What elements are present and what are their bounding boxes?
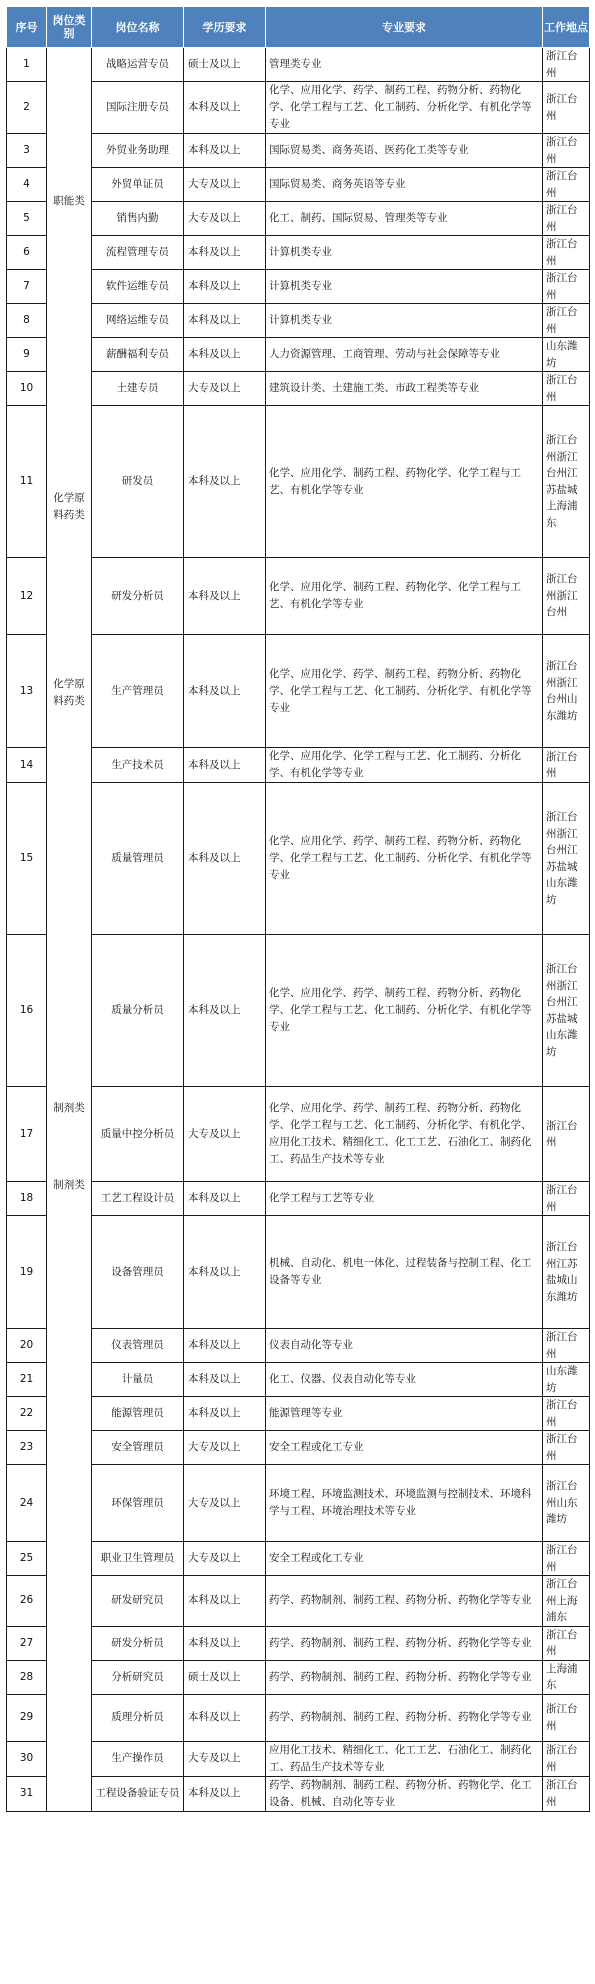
cell-major: 药学、药物制剂、制药工程、药物分析、药物化学等专业 xyxy=(266,1626,543,1660)
cell-location: 浙江台州 xyxy=(543,270,590,304)
cell-no: 5 xyxy=(7,202,47,236)
table-row xyxy=(7,1329,590,1363)
cell-name: 研发研究员 xyxy=(92,1576,184,1627)
cell-location: 浙江台州 xyxy=(543,1329,590,1363)
cell-name: 计量员 xyxy=(92,1363,184,1397)
cell-no: 16 xyxy=(7,935,47,1087)
table-row xyxy=(7,1431,590,1465)
cell-education: 大专及以上 xyxy=(184,202,266,236)
cell-no: 14 xyxy=(7,748,47,783)
cell-education: 本科及以上 xyxy=(184,338,266,372)
cell-education: 硕士及以上 xyxy=(184,1660,266,1694)
cell-no: 15 xyxy=(7,783,47,935)
table-row xyxy=(7,748,590,783)
table-row xyxy=(7,1182,590,1216)
cell-location: 浙江台州 xyxy=(543,1776,590,1811)
cell-name: 研发员 xyxy=(92,406,184,558)
cell-no: 30 xyxy=(7,1741,47,1776)
category-label: 制剂类 xyxy=(53,1179,85,1191)
cell-name: 研发分析员 xyxy=(92,558,184,635)
cell-location: 上海浦东 xyxy=(543,1660,590,1694)
header-education: 学历要求 xyxy=(184,7,266,48)
cell-location: 浙江台州 xyxy=(543,168,590,202)
table-row xyxy=(7,134,590,168)
cell-name: 仪表管理员 xyxy=(92,1329,184,1363)
cell-major: 化学、应用化学、制药工程、药物化学、化学工程与工艺、有机化学等专业 xyxy=(266,406,543,558)
cell-no: 29 xyxy=(7,1694,47,1741)
cell-major: 计算机类专业 xyxy=(266,270,543,304)
cell-name: 工程设备验证专员 xyxy=(92,1776,184,1811)
cell-name: 质量管理员 xyxy=(92,783,184,935)
table-row xyxy=(7,1741,590,1776)
cell-location: 浙江台州 xyxy=(543,82,590,134)
cell-major: 药学、药物制剂、制药工程、药物分析、药物化学等专业 xyxy=(266,1576,543,1627)
cell-location: 浙江台州 xyxy=(543,1431,590,1465)
cell-education: 本科及以上 xyxy=(184,1776,266,1811)
cell-education: 大专及以上 xyxy=(184,168,266,202)
cell-education: 本科及以上 xyxy=(184,1216,266,1329)
cell-name: 国际注册专员 xyxy=(92,82,184,134)
cell-location: 浙江台州 xyxy=(543,134,590,168)
cell-location: 浙江台州浙江台州山东潍坊 xyxy=(543,635,590,748)
cell-location: 山东潍坊 xyxy=(543,338,590,372)
cell-name: 工艺工程设计员 xyxy=(92,1182,184,1216)
cell-name: 薪酬福利专员 xyxy=(92,338,184,372)
table-row xyxy=(7,82,590,134)
cell-education: 本科及以上 xyxy=(184,635,266,748)
cell-name: 生产操作员 xyxy=(92,1741,184,1776)
cell-no: 28 xyxy=(7,1660,47,1694)
category-label: 职能类 xyxy=(53,195,85,207)
cell-education: 本科及以上 xyxy=(184,1329,266,1363)
cell-major: 安全工程或化工专业 xyxy=(266,1542,543,1576)
cell-location: 浙江台州 xyxy=(543,1087,590,1182)
cell-no: 13 xyxy=(7,635,47,748)
table-row xyxy=(7,1576,590,1627)
header-location: 工作地点 xyxy=(543,7,590,48)
table-row xyxy=(7,202,590,236)
cell-major: 国际贸易类、商务英语等专业 xyxy=(266,168,543,202)
cell-education: 本科及以上 xyxy=(184,935,266,1087)
table-row xyxy=(7,935,590,1087)
cell-name: 软件运维专员 xyxy=(92,270,184,304)
table-row xyxy=(7,270,590,304)
table-header-row xyxy=(7,7,590,48)
table-row xyxy=(7,1542,590,1576)
cell-name: 分析研究员 xyxy=(92,1660,184,1694)
cell-location: 浙江台州 xyxy=(543,1542,590,1576)
cell-no: 31 xyxy=(7,1776,47,1811)
cell-education: 本科及以上 xyxy=(184,1576,266,1627)
table-row xyxy=(7,1465,590,1542)
cell-no: 4 xyxy=(7,168,47,202)
cell-education: 大专及以上 xyxy=(184,1431,266,1465)
table-row xyxy=(7,406,590,558)
cell-major: 管理类专业 xyxy=(266,48,543,82)
table-row xyxy=(7,1087,590,1182)
cell-education: 本科及以上 xyxy=(184,558,266,635)
cell-no: 7 xyxy=(7,270,47,304)
cell-education: 大专及以上 xyxy=(184,372,266,406)
table-row xyxy=(7,304,590,338)
cell-location: 浙江台州 xyxy=(543,372,590,406)
cell-name: 网络运维专员 xyxy=(92,304,184,338)
cell-education: 本科及以上 xyxy=(184,748,266,783)
table-row xyxy=(7,1363,590,1397)
category-column xyxy=(47,48,92,1812)
cell-education: 本科及以上 xyxy=(184,406,266,558)
table-row xyxy=(7,558,590,635)
cell-location: 浙江台州 xyxy=(543,1741,590,1776)
cell-major: 药学、药物制剂、制药工程、药物分析、药物化学等专业 xyxy=(266,1694,543,1741)
table-row xyxy=(7,783,590,935)
cell-major: 机械、自动化、机电一体化、过程装备与控制工程、化工设备等专业 xyxy=(266,1216,543,1329)
cell-education: 硕士及以上 xyxy=(184,48,266,82)
cell-location: 浙江台州 xyxy=(543,304,590,338)
cell-major: 化学、应用化学、药学、制药工程、药物分析、药物化学、化学工程与工艺、化工制药、分析化学、有机化学等专业 xyxy=(266,935,543,1087)
cell-name: 质量中控分析员 xyxy=(92,1087,184,1182)
cell-education: 本科及以上 xyxy=(184,783,266,935)
cell-major: 计算机类专业 xyxy=(266,236,543,270)
cell-education: 大专及以上 xyxy=(184,1465,266,1542)
cell-education: 大专及以上 xyxy=(184,1741,266,1776)
category-label: 化学原料药类 xyxy=(53,678,85,707)
cell-major: 应用化工技术、精细化工、化工工艺、石油化工、制药化工、药品生产技术等专业 xyxy=(266,1741,543,1776)
table-row xyxy=(7,1626,590,1660)
cell-major: 仪表自动化等专业 xyxy=(266,1329,543,1363)
table-row xyxy=(7,236,590,270)
cell-location: 浙江台州 xyxy=(543,48,590,82)
cell-major: 计算机类专业 xyxy=(266,304,543,338)
cell-education: 本科及以上 xyxy=(184,1694,266,1741)
cell-no: 2 xyxy=(7,82,47,134)
cell-location: 浙江台州浙江台州 xyxy=(543,558,590,635)
cell-education: 本科及以上 xyxy=(184,82,266,134)
table-row xyxy=(7,168,590,202)
cell-no: 24 xyxy=(7,1465,47,1542)
cell-location: 浙江台州 xyxy=(543,1182,590,1216)
table-row xyxy=(7,1397,590,1431)
cell-location: 浙江台州浙江台州江苏盐城山东潍坊 xyxy=(543,783,590,935)
cell-major: 环境工程、环境监测技术、环境监测与控制技术、环境科学与工程、环境治理技术等专业 xyxy=(266,1465,543,1542)
cell-major: 化学、应用化学、药学、制药工程、药物分析、药物化学、化学工程与工艺、化工制药、分析化学、有机化学、应用化工技术、精细化工、化工工艺、石油化工、制药化工、药品生产技术等专业 xyxy=(266,1087,543,1182)
cell-name: 外贸单证员 xyxy=(92,168,184,202)
cell-education: 本科及以上 xyxy=(184,1363,266,1397)
table-row xyxy=(7,372,590,406)
cell-location: 浙江台州 xyxy=(543,748,590,783)
cell-major: 化学、应用化学、药学、制药工程、药物分析、药物化学、化学工程与工艺、化工制药、分析化学、有机化学等专业 xyxy=(266,783,543,935)
cell-major: 国际贸易类、商务英语、医药化工类等专业 xyxy=(266,134,543,168)
cell-major: 化工、仪器、仪表自动化等专业 xyxy=(266,1363,543,1397)
cell-name: 生产管理员 xyxy=(92,635,184,748)
recruitment-table xyxy=(6,6,590,1812)
table-row xyxy=(7,48,590,82)
cell-major: 化学、应用化学、化学工程与工艺、化工制药、分析化学、有机化学等专业 xyxy=(266,748,543,783)
cell-major: 人力资源管理、工商管理、劳动与社会保障等专业 xyxy=(266,338,543,372)
cell-no: 27 xyxy=(7,1626,47,1660)
cell-no: 21 xyxy=(7,1363,47,1397)
cell-education: 本科及以上 xyxy=(184,304,266,338)
cell-education: 大专及以上 xyxy=(184,1087,266,1182)
table-row xyxy=(7,635,590,748)
cell-no: 8 xyxy=(7,304,47,338)
cell-education: 本科及以上 xyxy=(184,270,266,304)
cell-name: 质量分析员 xyxy=(92,935,184,1087)
cell-education: 本科及以上 xyxy=(184,1626,266,1660)
header-no: 序号 xyxy=(7,7,47,48)
table-row xyxy=(7,1216,590,1329)
cell-no: 10 xyxy=(7,372,47,406)
table-body xyxy=(7,48,590,1812)
cell-name: 土建专员 xyxy=(92,372,184,406)
cell-name: 研发分析员 xyxy=(92,1626,184,1660)
cell-location: 浙江台州浙江台州江苏盐城山东潍坊 xyxy=(543,935,590,1087)
cell-education: 大专及以上 xyxy=(184,1542,266,1576)
cell-no: 12 xyxy=(7,558,47,635)
cell-name: 职业卫生管理员 xyxy=(92,1542,184,1576)
cell-major: 药学、药物制剂、制药工程、药物分析、药物化学、化工设备、机械、自动化等专业 xyxy=(266,1776,543,1811)
cell-no: 26 xyxy=(7,1576,47,1627)
cell-no: 11 xyxy=(7,406,47,558)
table-row xyxy=(7,338,590,372)
category-label: 化学原料药类 xyxy=(53,492,85,521)
table-row xyxy=(7,1694,590,1741)
cell-location: 浙江台州 xyxy=(543,1694,590,1741)
cell-name: 能源管理员 xyxy=(92,1397,184,1431)
cell-no: 18 xyxy=(7,1182,47,1216)
cell-education: 本科及以上 xyxy=(184,1397,266,1431)
category-label: 制剂类 xyxy=(53,1102,85,1114)
cell-no: 1 xyxy=(7,48,47,82)
cell-no: 17 xyxy=(7,1087,47,1182)
cell-name: 战略运营专员 xyxy=(92,48,184,82)
cell-no: 23 xyxy=(7,1431,47,1465)
table-row xyxy=(7,1776,590,1811)
cell-major: 化学、应用化学、药学、制药工程、药物分析、药物化学、化学工程与工艺、化工制药、分析化学、有机化学等专业 xyxy=(266,635,543,748)
cell-major: 化学、应用化学、药学、制药工程、药物分析、药物化学、化学工程与工艺、化工制药、分析化学、有机化学等专业 xyxy=(266,82,543,134)
cell-no: 19 xyxy=(7,1216,47,1329)
cell-education: 本科及以上 xyxy=(184,236,266,270)
table-row xyxy=(7,1660,590,1694)
cell-major: 安全工程或化工专业 xyxy=(266,1431,543,1465)
cell-no: 20 xyxy=(7,1329,47,1363)
cell-name: 流程管理专员 xyxy=(92,236,184,270)
cell-name: 环保管理员 xyxy=(92,1465,184,1542)
cell-name: 外贸业务助理 xyxy=(92,134,184,168)
cell-major: 化学、应用化学、制药工程、药物化学、化学工程与工艺、有机化学等专业 xyxy=(266,558,543,635)
cell-education: 本科及以上 xyxy=(184,1182,266,1216)
cell-major: 建筑设计类、土建施工类、市政工程类等专业 xyxy=(266,372,543,406)
cell-location: 浙江台州 xyxy=(543,236,590,270)
header-category: 岗位类别 xyxy=(47,7,92,48)
cell-location: 浙江台州江苏盐城山东潍坊 xyxy=(543,1216,590,1329)
cell-major: 药学、药物制剂、制药工程、药物分析、药物化学等专业 xyxy=(266,1660,543,1694)
header-major: 专业要求 xyxy=(266,7,543,48)
cell-major: 化学工程与工艺等专业 xyxy=(266,1182,543,1216)
cell-name: 设备管理员 xyxy=(92,1216,184,1329)
cell-major: 能源管理等专业 xyxy=(266,1397,543,1431)
cell-location: 浙江台州 xyxy=(543,1626,590,1660)
cell-no: 3 xyxy=(7,134,47,168)
cell-name: 生产技术员 xyxy=(92,748,184,783)
cell-location: 浙江台州山东潍坊 xyxy=(543,1465,590,1542)
header-name: 岗位名称 xyxy=(92,7,184,48)
cell-no: 6 xyxy=(7,236,47,270)
cell-education: 本科及以上 xyxy=(184,134,266,168)
cell-location: 浙江台州上海浦东 xyxy=(543,1576,590,1627)
cell-no: 22 xyxy=(7,1397,47,1431)
cell-location: 浙江台州 xyxy=(543,202,590,236)
cell-location: 山东潍坊 xyxy=(543,1363,590,1397)
cell-location: 浙江台州浙江台州江苏盐城上海浦东 xyxy=(543,406,590,558)
cell-major: 化工、制药、国际贸易、管理类等专业 xyxy=(266,202,543,236)
cell-name: 安全管理员 xyxy=(92,1431,184,1465)
cell-no: 9 xyxy=(7,338,47,372)
cell-name: 销售内勤 xyxy=(92,202,184,236)
cell-location: 浙江台州 xyxy=(543,1397,590,1431)
cell-name: 质理分析员 xyxy=(92,1694,184,1741)
cell-no: 25 xyxy=(7,1542,47,1576)
